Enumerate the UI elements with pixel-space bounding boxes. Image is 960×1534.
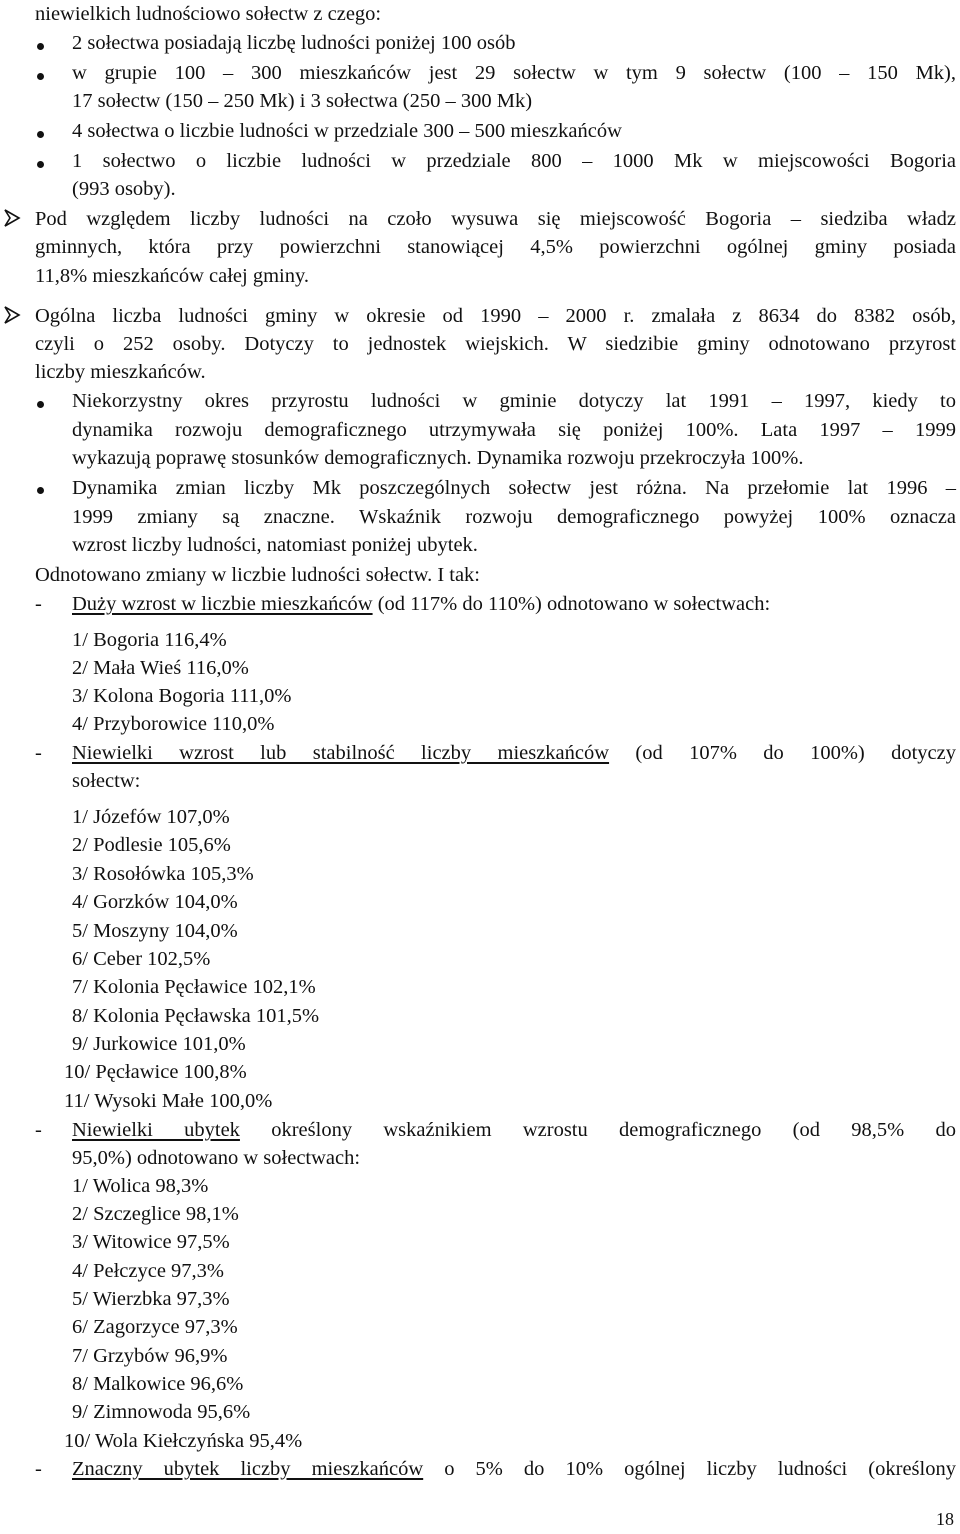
section-heading-underlined: Niewielki wzrost lub stabilność liczby mieszkańców: [72, 742, 610, 764]
list-item: 4/ Pełczyce 97,3%: [72, 1260, 224, 1282]
bullet-text: (993 osoby).: [72, 178, 176, 200]
list-item: 2/ Mała Wieś 116,0%: [72, 657, 249, 679]
bullet-text: 2 sołectwa posiadają liczbę ludności poniżej 100 osób: [72, 32, 516, 54]
section-heading-underlined: Duży wzrost w liczbie mieszkańców: [72, 593, 373, 615]
list-item: 7/ Grzybów 96,9%: [72, 1345, 228, 1367]
arrow-bullet-icon: [2, 208, 22, 228]
dash-marker: -: [35, 1119, 42, 1141]
bullet-text: Niekorzystny okres przyrostu ludności w gminie dotyczy lat 1991 – 1997, kiedy to: [72, 390, 956, 412]
list-item: 4/ Gorzków 104,0%: [72, 891, 238, 913]
bullet-dot-icon: [37, 161, 44, 168]
bullet-text: Dynamika zmian liczby Mk poszczególnych sołectw jest różna. Na przełomie lat 1996 –: [72, 477, 956, 499]
section-heading-underlined: Znaczny ubytek liczby mieszkańców: [72, 1458, 424, 1480]
arrow-text: 11,8% mieszkańców całej gminy.: [35, 265, 310, 287]
bullet-text: 4 sołectwa o liczbie ludności w przedziale 300 – 500 mieszkańców: [72, 120, 622, 142]
bullet-dot-icon: [37, 43, 44, 50]
list-item: 3/ Rosołówka 105,3%: [72, 863, 254, 885]
section-heading-rest: (od 107% do 100%) dotyczy: [609, 742, 956, 764]
arrow-text: liczby mieszkańców.: [35, 361, 206, 383]
list-item: 6/ Ceber 102,5%: [72, 948, 211, 970]
list-item: 1/ Bogoria 116,4%: [72, 629, 227, 651]
section-heading: [72, 739, 956, 767]
bullet-dot-icon: [37, 487, 44, 494]
section-heading-rest: (od 117% do 110%) odnotowano w sołectwach:: [372, 593, 771, 615]
dash-marker: -: [35, 593, 42, 615]
bullet-dot-icon: [37, 131, 44, 138]
list-item: 8/ Kolonia Pęcławska 101,5%: [72, 1005, 320, 1027]
section-heading: [72, 1116, 956, 1144]
list-item: 4/ Przyborowice 110,0%: [72, 713, 275, 735]
bullet-text: dynamika rozwoju demograficznego utrzymywała się poniżej 100%. Lata 1997 – 1999: [72, 419, 956, 441]
list-item: 1/ Józefów 107,0%: [72, 806, 230, 828]
list-item: 6/ Zagorzyce 97,3%: [72, 1316, 238, 1338]
bullet-text: wzrost liczby ludności, natomiast poniżej ubytek.: [72, 534, 478, 556]
list-item: 5/ Wierzbka 97,3%: [72, 1288, 230, 1310]
arrow-bullet-icon: [2, 305, 22, 325]
list-item: 3/ Kolona Bogoria 111,0%: [72, 685, 292, 707]
arrow-text: Ogólna liczba ludności gminy w okresie od 1990 – 2000 r. zmalała z 8634 do 8382 osób,: [35, 305, 956, 327]
bullet-text: 1999 zmiany są znaczne. Wskaźnik rozwoju demograficznego powyżej 100% oznacza: [72, 506, 956, 528]
section-heading-underlined: Niewielki ubytek: [72, 1119, 240, 1141]
section-heading-rest: o 5% do 10% ogólnej liczby ludności (określony: [423, 1458, 956, 1480]
list-item: 10/ Wola Kiełczyńska 95,4%: [64, 1430, 303, 1452]
section-heading: 95,0%) odnotowano w sołectwach:: [72, 1147, 361, 1169]
bullet-text: 1 sołectwo o liczbie ludności w przedziale 800 – 1000 Mk w miejscowości Bogoria: [72, 150, 956, 172]
section-heading: [72, 590, 770, 618]
section-heading: sołectw:: [72, 770, 141, 792]
arrow-text: Pod względem liczby ludności na czoło wysuwa się miejscowość Bogoria – siedziba władz: [35, 208, 956, 230]
arrow-text: czyli o 252 osoby. Dotyczy to jednostek wiejskich. W siedzibie gminy odnotowano przyrost: [35, 333, 956, 355]
list-item: 2/ Podlesie 105,6%: [72, 834, 231, 856]
page-number: 18: [936, 1509, 954, 1529]
list-item: 9/ Zimnowoda 95,6%: [72, 1401, 251, 1423]
section-heading-rest: określony wskaźnikiem wzrostu demograficznego (od 98,5% do: [239, 1119, 956, 1141]
bullet-text: w grupie 100 – 300 mieszkańców jest 29 sołectw w tym 9 sołectw (100 – 150 Mk),: [72, 62, 956, 84]
list-item: 10/ Pęcławice 100,8%: [64, 1061, 247, 1083]
text-line: niewielkich ludnościowo sołectw z czego:: [35, 3, 382, 25]
list-item: 2/ Szczeglice 98,1%: [72, 1203, 239, 1225]
list-item: 1/ Wolica 98,3%: [72, 1175, 209, 1197]
dash-marker: -: [35, 742, 42, 764]
bullet-dot-icon: [37, 401, 44, 408]
list-item: 3/ Witowice 97,5%: [72, 1231, 230, 1253]
list-item: 7/ Kolonia Pęcławice 102,1%: [72, 976, 316, 998]
bullet-text: wykazują poprawę stosunków demograficznych. Dynamika rozwoju przekroczyła 100%.: [72, 447, 804, 469]
list-item: 9/ Jurkowice 101,0%: [72, 1033, 246, 1055]
arrow-text: gminnych, która przy powierzchni stanowiącej 4,5% powierzchni ogólnej gminy posiada: [35, 236, 956, 258]
list-item: 8/ Malkowice 96,6%: [72, 1373, 244, 1395]
text-line: Odnotowano zmiany w liczbie ludności sołectw. I tak:: [35, 564, 481, 586]
section-heading: [72, 1455, 956, 1483]
bullet-dot-icon: [37, 73, 44, 80]
list-item: 11/ Wysoki Małe 100,0%: [64, 1090, 273, 1112]
list-item: 5/ Moszyny 104,0%: [72, 920, 238, 942]
dash-marker: -: [35, 1458, 42, 1480]
bullet-text: 17 sołectw (150 – 250 Mk) i 3 sołectwa (250 – 300 Mk): [72, 90, 533, 112]
